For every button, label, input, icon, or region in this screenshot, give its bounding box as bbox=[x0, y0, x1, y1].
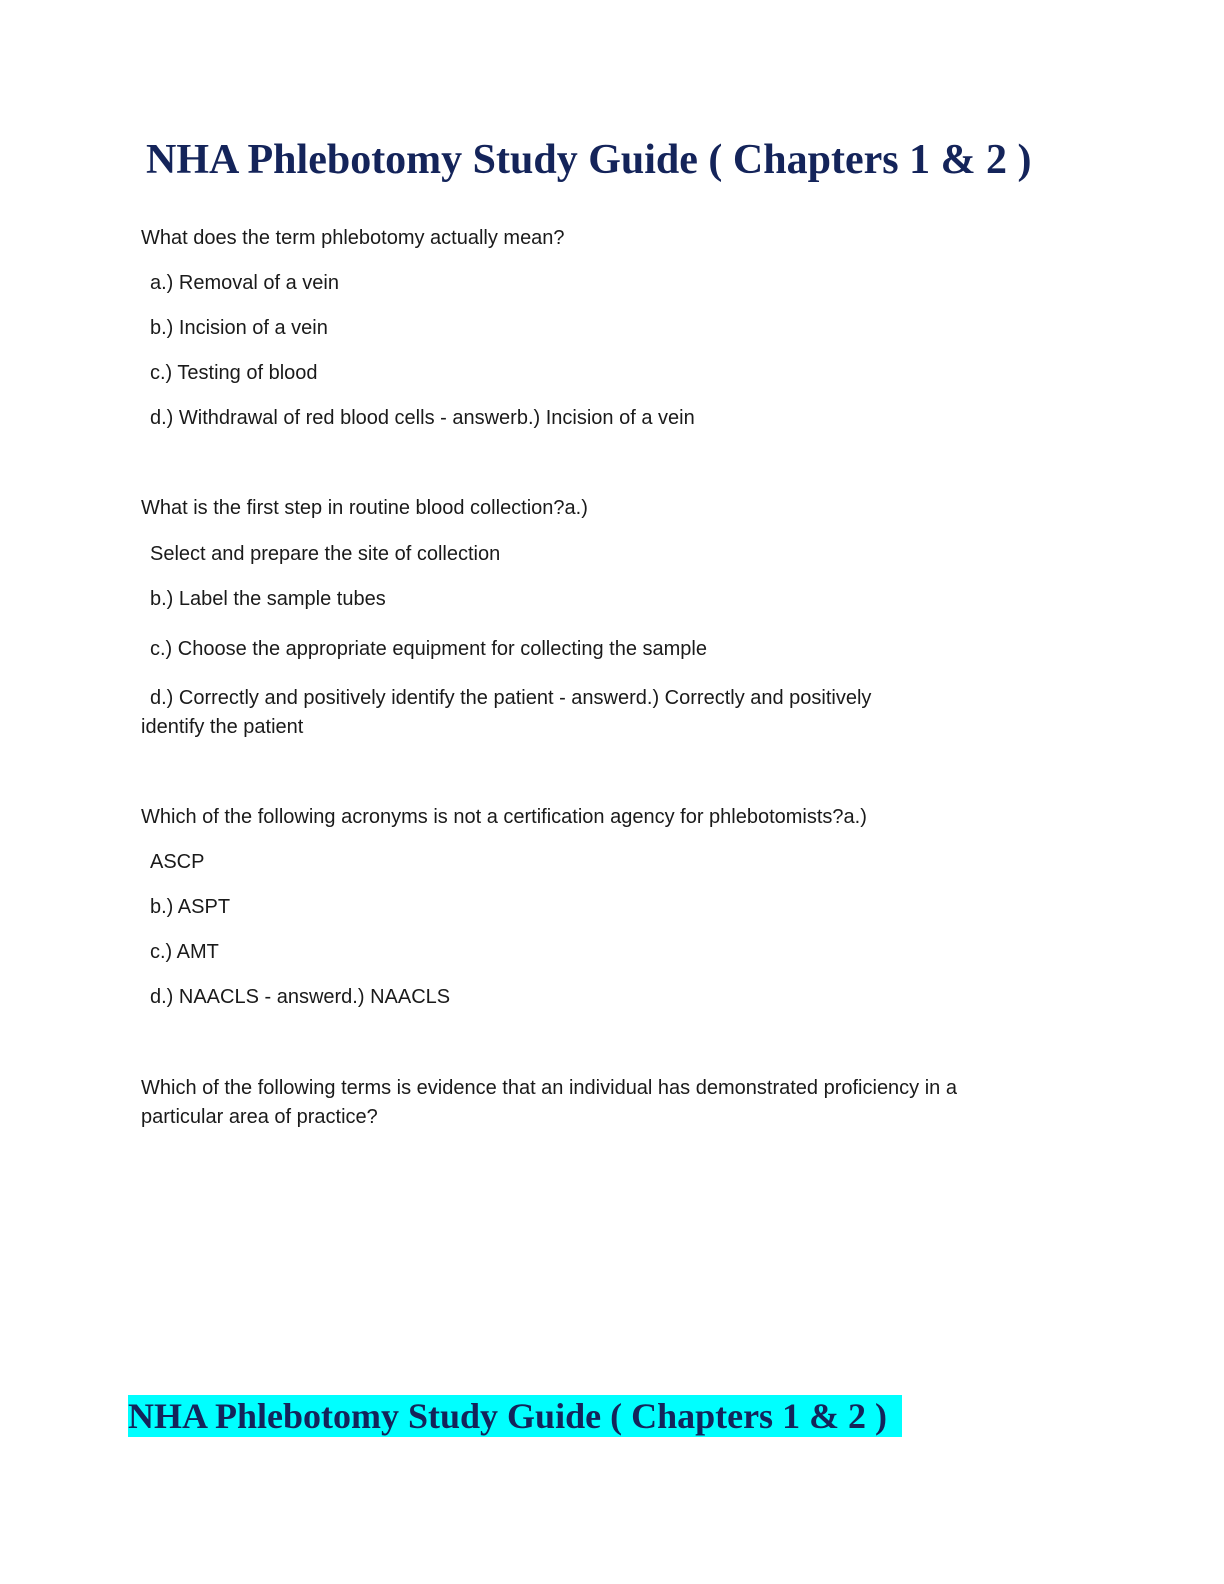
question-2-answer-continuation: identify the patient bbox=[141, 716, 304, 738]
question-1-option-a: a.) Removal of a vein bbox=[150, 272, 339, 294]
footer-highlighted-title: NHA Phlebotomy Study Guide ( Chapters 1 & 2 ) bbox=[128, 1395, 902, 1437]
question-2-option-c: c.) Choose the appropriate equipment for collecting the sample bbox=[150, 638, 707, 660]
question-4-prompt-line-2: particular area of practice? bbox=[141, 1106, 378, 1128]
question-1-option-d-answer: d.) Withdrawal of red blood cells - answerb.) Incision of a vein bbox=[150, 407, 695, 429]
question-3-prompt: Which of the following acronyms is not a certification agency for phlebotomists?a.) bbox=[141, 806, 867, 828]
question-4-prompt-line-1: Which of the following terms is evidence that an individual has demonstrated proficiency in a bbox=[141, 1077, 957, 1099]
question-2-option-d-answer: d.) Correctly and positively identify the patient - answerd.) Correctly and positively bbox=[150, 687, 872, 709]
question-3-option-c: c.) AMT bbox=[150, 941, 219, 963]
question-3-option-a: ASCP bbox=[150, 851, 205, 873]
question-2-option-b: b.) Label the sample tubes bbox=[150, 588, 386, 610]
question-2-prompt: What is the first step in routine blood collection?a.) bbox=[141, 497, 588, 519]
question-1-prompt: What does the term phlebotomy actually mean? bbox=[141, 227, 565, 249]
question-2-option-a: Select and prepare the site of collection bbox=[150, 543, 501, 565]
question-3-option-d-answer: d.) NAACLS - answerd.) NAACLS bbox=[150, 986, 451, 1008]
question-3-option-b: b.) ASPT bbox=[150, 896, 231, 918]
question-1-option-b: b.) Incision of a vein bbox=[150, 317, 328, 339]
page-title: NHA Phlebotomy Study Guide ( Chapters 1 & 2 ) bbox=[146, 137, 1032, 183]
question-1-option-c: c.) Testing of blood bbox=[150, 362, 318, 384]
